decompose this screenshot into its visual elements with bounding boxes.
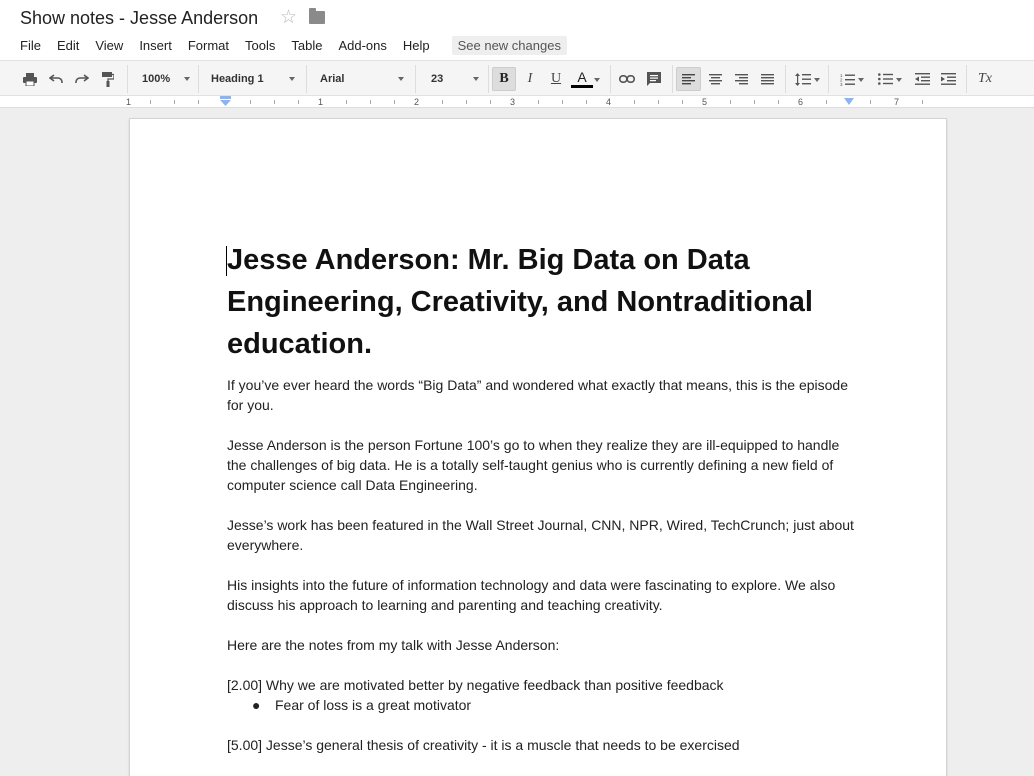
document-heading[interactable] [227, 239, 857, 365]
menu-file[interactable]: File [20, 37, 41, 53]
align-right-button[interactable] [731, 67, 751, 91]
toolbar-separator [672, 65, 673, 93]
ruler-tick [274, 100, 275, 104]
font-value: Arial [320, 73, 345, 85]
clear-formatting-button[interactable]: Tx [978, 71, 992, 86]
menu-tools[interactable]: Tools [245, 37, 276, 53]
menu-bar [12, 34, 567, 56]
paragraph[interactable]: His insights into the future of information technology and data were fascinating to explore. We also discuss his approach to learning and parenting and teaching creativity. [227, 577, 836, 613]
paragraph[interactable]: Jesse Anderson is the person Fortune 100’s go to when they realize they are ill-equipped to handle the challenges of big data. He is a totally self-taught genius who is currently defining a new field of computer science call Data Engineering. [227, 437, 840, 493]
ruler-tick [730, 100, 731, 104]
toolbar-separator [610, 65, 611, 93]
menu-insert[interactable]: Insert [139, 37, 172, 53]
ruler-tick [634, 100, 635, 104]
numbered-list-button[interactable] [836, 67, 858, 91]
document-title[interactable]: Show notes - Jesse Anderson [20, 8, 259, 28]
increase-indent-button[interactable] [938, 67, 958, 91]
ruler-tick [586, 100, 587, 104]
ruler-number: 6 [798, 97, 804, 107]
ruler-tick [922, 100, 923, 104]
folder-icon[interactable] [309, 11, 325, 24]
menu-view[interactable]: View [95, 37, 124, 53]
ruler-tick [394, 100, 395, 104]
ruler-tick [490, 100, 491, 104]
ruler-tick [682, 100, 683, 104]
chevron-down-icon [814, 78, 820, 82]
menu-table[interactable]: Table [291, 37, 323, 53]
paragraph[interactable]: If you’ve ever heard the words “Big Data” and wondered what exactly that means, this is the episode for you. [227, 377, 849, 413]
chevron-down-icon [398, 77, 404, 81]
paragraph[interactable]: [5.00] Jesse’s general thesis of creativity - it is a muscle that needs to be exercised [227, 737, 740, 753]
toolbar-separator [198, 65, 199, 93]
ruler-number: 5 [702, 97, 708, 107]
ruler-number: 4 [606, 97, 612, 107]
ruler-tick [562, 100, 563, 104]
heading-text: Jesse Anderson: Mr. Big Data on Data Engineering, Creativity, and Nontraditional education. [227, 244, 813, 360]
document-body[interactable] [227, 239, 857, 755]
ruler-number: 3 [510, 97, 516, 107]
ruler-tick [250, 100, 251, 104]
text-color-button[interactable] [570, 67, 594, 91]
chevron-down-icon [896, 78, 902, 82]
see-new-changes-button[interactable]: See new changes [452, 36, 567, 55]
underline-button[interactable]: U [550, 71, 562, 86]
decrease-indent-button[interactable] [912, 67, 932, 91]
paint-format-icon[interactable] [98, 67, 118, 91]
comment-icon[interactable] [644, 67, 664, 91]
italic-button[interactable]: I [527, 71, 533, 86]
chevron-down-icon [858, 78, 864, 82]
ruler-tick [778, 100, 779, 104]
ruler-tick [442, 100, 443, 104]
bold-button[interactable]: B [492, 67, 516, 91]
right-indent-marker[interactable] [844, 98, 854, 105]
paragraph-style-value: Heading 1 [211, 73, 264, 85]
ruler-tick [826, 100, 827, 104]
font-select[interactable] [316, 67, 406, 91]
text-cursor [226, 246, 227, 276]
title-bar [0, 0, 1034, 36]
ruler-tick [174, 100, 175, 104]
zoom-value: 100% [142, 73, 171, 85]
toolbar-separator [966, 65, 967, 93]
menu-help[interactable]: Help [402, 37, 430, 53]
list-item-text: Fear of loss is a great motivator [275, 697, 472, 713]
align-left-button[interactable] [676, 67, 701, 91]
svg-text:2: 2 [839, 77, 843, 82]
redo-icon[interactable] [72, 67, 92, 91]
menu-edit[interactable]: Edit [56, 37, 80, 53]
ruler-number: 2 [414, 97, 420, 107]
undo-icon[interactable] [46, 67, 66, 91]
bullet-dot: ● [252, 697, 261, 713]
ruler-tick [466, 100, 467, 104]
toolbar [0, 60, 1034, 96]
font-size-value: 23 [431, 73, 444, 85]
line-spacing-button[interactable] [792, 67, 814, 91]
document-page[interactable] [129, 118, 947, 776]
toolbar-separator [415, 65, 416, 93]
ruler-tick [370, 100, 371, 104]
ruler-tick [298, 100, 299, 104]
ruler-tick [658, 100, 659, 104]
chevron-down-icon [289, 77, 295, 81]
ruler-tick [754, 100, 755, 104]
ruler-number: 1 [126, 97, 132, 107]
paragraph-style-select[interactable] [207, 67, 297, 91]
font-size-select[interactable] [427, 67, 481, 91]
ruler-number: 7 [894, 97, 900, 107]
text-color-label: A [577, 69, 587, 85]
justify-button[interactable] [757, 67, 777, 91]
left-indent-marker[interactable] [220, 96, 231, 106]
menu-addons[interactable]: Add-ons [338, 37, 387, 53]
bulleted-list-button[interactable] [874, 67, 896, 91]
print-icon[interactable] [20, 67, 40, 91]
ruler-tick [538, 100, 539, 104]
toolbar-separator [306, 65, 307, 93]
svg-text:3: 3 [839, 81, 843, 86]
paragraph[interactable]: [2.00] Why we are motivated better by negative feedback than positive feedback [227, 677, 724, 693]
ruler-tick [870, 100, 871, 104]
ruler [0, 96, 1034, 108]
list-item[interactable] [227, 695, 857, 715]
chevron-down-icon [473, 77, 479, 81]
zoom-select[interactable] [138, 67, 192, 91]
link-icon[interactable] [617, 67, 637, 91]
chevron-down-icon [594, 78, 600, 82]
ruler-tick [346, 100, 347, 104]
menu-format[interactable]: Format [187, 37, 229, 53]
align-center-button[interactable] [705, 67, 725, 91]
paragraph[interactable]: Here are the notes from my talk with Jesse Anderson: [227, 637, 560, 653]
text-color-swatch [571, 85, 593, 88]
ruler-tick [198, 100, 199, 104]
toolbar-separator [488, 65, 489, 93]
toolbar-separator [127, 65, 128, 93]
toolbar-separator [785, 65, 786, 93]
paragraph[interactable]: Jesse’s work has been featured in the Wall Street Journal, CNN, NPR, Wired, TechCrunch; just about everywhere. [227, 517, 854, 553]
toolbar-separator [828, 65, 829, 93]
document-canvas[interactable] [0, 108, 1034, 776]
chevron-down-icon [184, 77, 190, 81]
ruler-tick [150, 100, 151, 104]
star-icon[interactable]: ☆ [280, 7, 298, 28]
svg-text:1: 1 [839, 72, 843, 78]
ruler-number: 1 [318, 97, 324, 107]
